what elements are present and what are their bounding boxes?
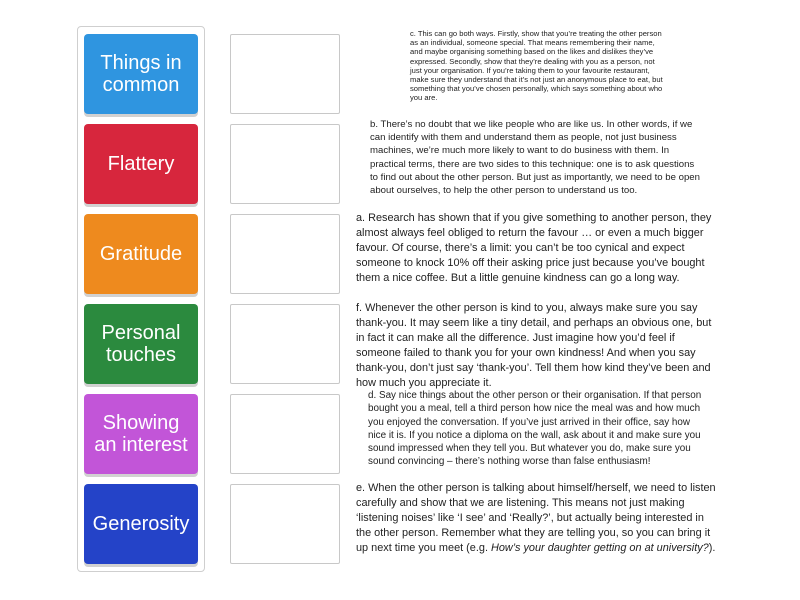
- tile-label: Generosity: [92, 513, 190, 535]
- answer-card-e: [356, 481, 720, 556]
- drop-slot-3[interactable]: [230, 214, 340, 294]
- tile-label: Gratitude: [99, 243, 183, 265]
- answer-card-d: d. Say nice things about the other person or their organisation. If that person bought you a meal, tell a third person how nice the meal was and how much you enjoyed the conversation. If you’ve just arrived in their office, say how nice it is. If you notice a diploma on the wall, ask about it and make sure you sound impressed when they tell you. But whatever you do, make sure you sound convincing – there’s nothing worse than false enthusiasm!: [368, 390, 702, 468]
- answer-card-f: f. Whenever the other person is kind to you, always make sure you say thank-you. It may seem like a tiny detail, and perhaps an obvious one, but in fact it can make all the difference. Just imagine how you’d feel if someone failed to thank you for your own kindness! And when you say thank-you, don’t just say ‘thank-you’. Tell them how kind they’ve been and how much you appreciate it.: [356, 302, 712, 390]
- tile-generosity[interactable]: [84, 484, 198, 564]
- answer-card-e-text: e. When the other person is talking about himself/herself, we need to listen carefully and show that we are listening. This means not just making ‘listening noises’ like ‘I see’ and ‘Really?’, but actually being interested in the other person. Remember what they are telling you, so you can bring it up next time you meet (e.g.: [356, 482, 716, 555]
- drop-slot-2[interactable]: [230, 124, 340, 204]
- answer-card-b: b. There’s no doubt that we like people who are like us. In other words, if we can identify with them and understand them as people, not just business machines, we’re much more likely to want to do business with them. In practical terms, there are two sides to this technique: one is to ask questions to find out about the other person. But just as importantly, we need to be open about ourselves, to help the other person to understand us too.: [370, 119, 700, 197]
- answer-card-c: c. This can go both ways. Firstly, show that you’re treating the other person as an individual, someone special. That means remembering their name, and maybe organising something based on the likes and dislikes they’ve expressed. Secondly, show that they’re dealing with you as a person, not just your organisation. If you’re taking them to your favourite restaurant, make sure they understand that it’s not just an anonymous place to eat, but something that you’ve chosen personally, which says something about who you are.: [410, 29, 663, 103]
- tile-gratitude[interactable]: [84, 214, 198, 294]
- answer-card-e-example: How’s your daughter getting on at university?: [491, 542, 709, 555]
- tile-things-in-common[interactable]: [84, 34, 198, 114]
- answer-card-e-end: ).: [708, 542, 716, 555]
- answer-card-a: a. Research has shown that if you give something to another person, they almost always feel obliged to return the favour … or even a much bigger favour. Of course, there’s a limit: you can’t be too cynical and expect someone to knock 10% off their asking price just because you’ve bought them a nice coffee. But a little genuine kindness can go a long way.: [356, 212, 712, 285]
- tile-label: Personal touches: [101, 322, 181, 366]
- tile-label: Flattery: [107, 153, 175, 175]
- tile-showing-an-interest[interactable]: [84, 394, 198, 474]
- tile-personal-touches[interactable]: [84, 304, 198, 384]
- tile-label: Things in common: [100, 52, 182, 96]
- tile-flattery[interactable]: [84, 124, 198, 204]
- drop-slot-4[interactable]: [230, 304, 340, 384]
- drop-slot-1[interactable]: [230, 34, 340, 114]
- tile-label: Showing an interest: [94, 412, 188, 456]
- drop-slot-5[interactable]: [230, 394, 340, 474]
- drop-slot-6[interactable]: [230, 484, 340, 564]
